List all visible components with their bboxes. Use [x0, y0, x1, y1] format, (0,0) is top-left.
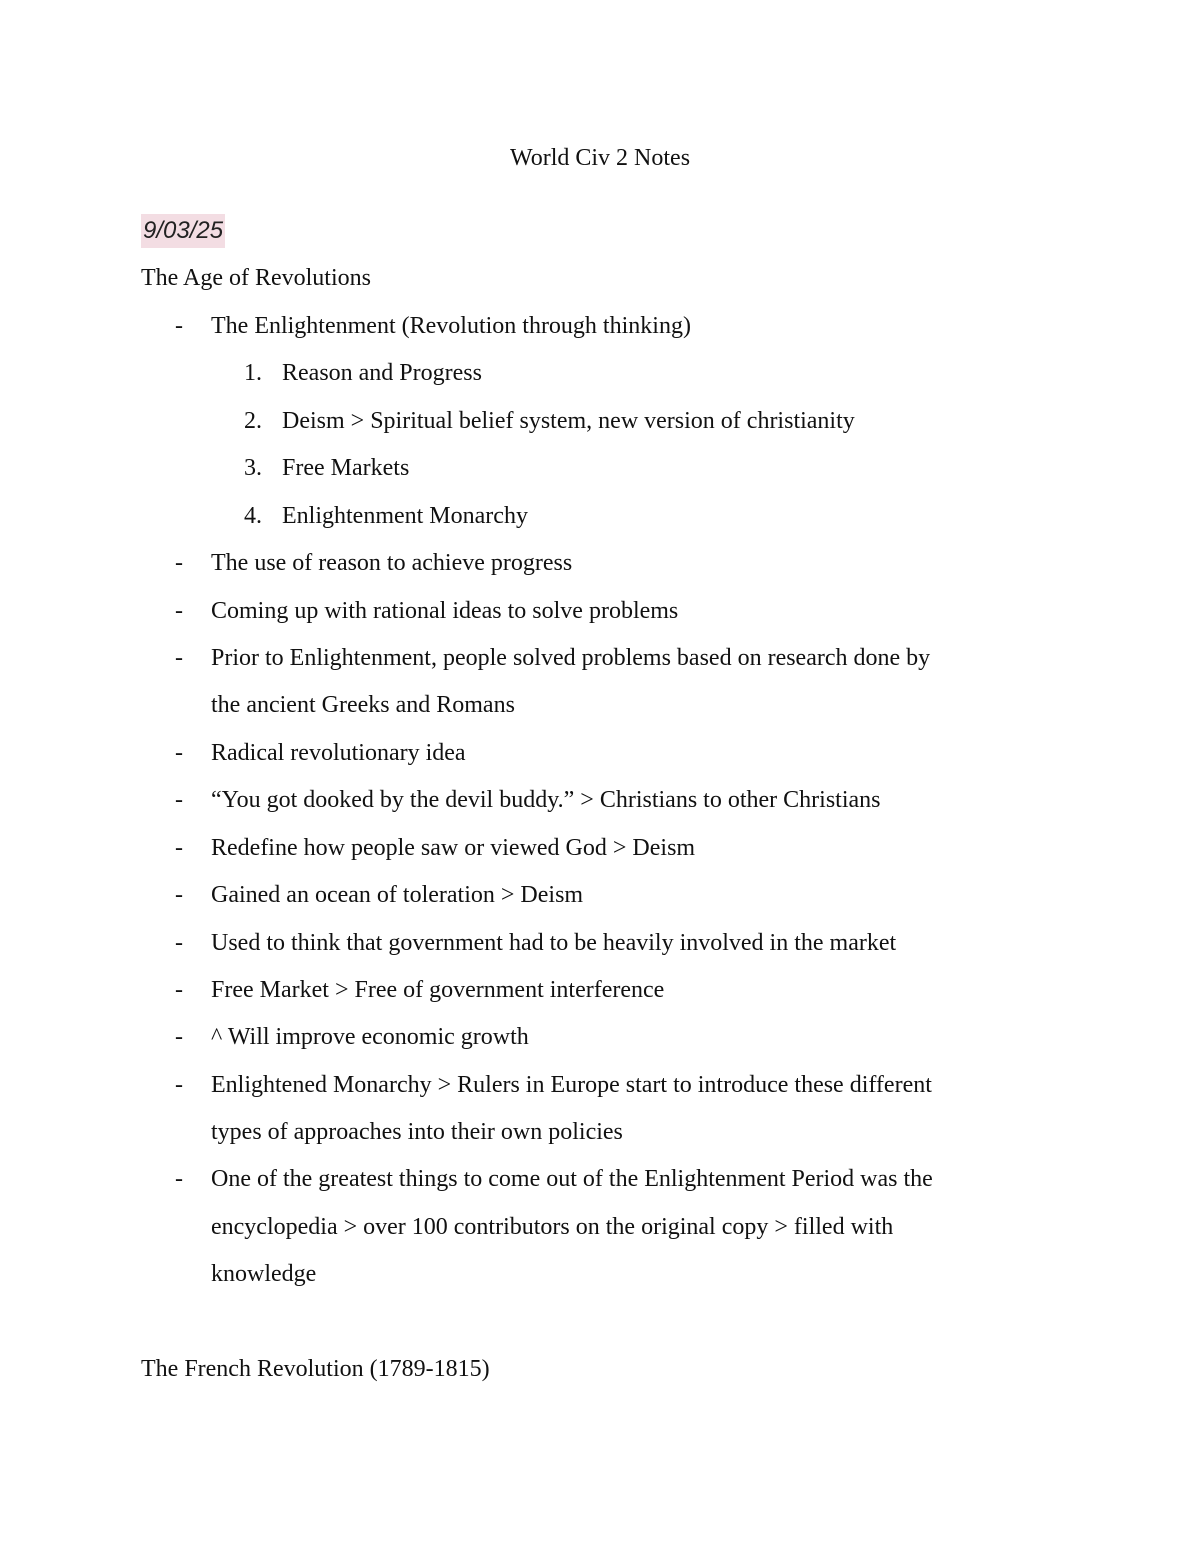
bullet-text: Prior to Enlightenment, people solved problems based on research done by: [211, 645, 931, 671]
bullet-text: Gained an ocean of toleration > Deism: [211, 882, 584, 908]
section-heading-french-revolution: The French Revolution (1789-1815): [141, 1356, 490, 1382]
bullet-text-continuation: the ancient Greeks and Romans: [211, 692, 515, 718]
bullet-text: Used to think that government had to be heavily involved in the market: [211, 930, 897, 956]
bullet-text: Coming up with rational ideas to solve problems: [211, 598, 679, 624]
bullet-marker: -: [175, 313, 183, 339]
bullet-enlightenment: The Enlightenment (Revolution through thinking): [211, 313, 691, 339]
numbered-item-number: 4.: [244, 503, 262, 529]
bullet-marker: -: [175, 977, 183, 1003]
bullet-text: “You got dooked by the devil buddy.” > Christians to other Christians: [211, 787, 881, 813]
date-label: 9/03/25: [141, 214, 225, 248]
bullet-text-continuation: knowledge: [211, 1261, 317, 1287]
bullet-text-continuation: types of approaches into their own policies: [211, 1119, 623, 1145]
page-title: World Civ 2 Notes: [509, 145, 691, 171]
bullet-text: ^ Will improve economic growth: [211, 1024, 529, 1050]
bullet-text: The use of reason to achieve progress: [211, 550, 573, 576]
bullet-marker: -: [175, 550, 183, 576]
bullet-text: One of the greatest things to come out of the Enlightenment Period was the: [211, 1166, 933, 1192]
bullet-text: Free Market > Free of government interference: [211, 977, 665, 1003]
numbered-item-text: Deism > Spiritual belief system, new version of christianity: [282, 408, 855, 434]
bullet-marker: -: [175, 740, 183, 766]
numbered-item-number: 3.: [244, 455, 262, 481]
bullet-marker: -: [175, 882, 183, 908]
bullet-text-continuation: encyclopedia > over 100 contributors on the original copy > filled with: [211, 1214, 894, 1240]
bullet-text: Radical revolutionary idea: [211, 740, 466, 766]
bullet-marker: -: [175, 1166, 183, 1192]
bullet-text: Redefine how people saw or viewed God > Deism: [211, 835, 696, 861]
bullet-marker: -: [175, 1024, 183, 1050]
numbered-item-number: 1.: [244, 360, 262, 386]
bullet-marker: -: [175, 787, 183, 813]
bullet-marker: -: [175, 930, 183, 956]
bullet-marker: -: [175, 1072, 183, 1098]
bullet-marker: -: [175, 835, 183, 861]
numbered-item-text: Enlightenment Monarchy: [282, 503, 528, 529]
bullet-text: Enlightened Monarchy > Rulers in Europe start to introduce these different: [211, 1072, 932, 1098]
section-heading-age-of-revolutions: The Age of Revolutions: [141, 265, 371, 291]
numbered-item-text: Free Markets: [282, 455, 410, 481]
bullet-marker: -: [175, 598, 183, 624]
numbered-item-text: Reason and Progress: [282, 360, 482, 386]
numbered-item-number: 2.: [244, 408, 262, 434]
bullet-marker: -: [175, 645, 183, 671]
